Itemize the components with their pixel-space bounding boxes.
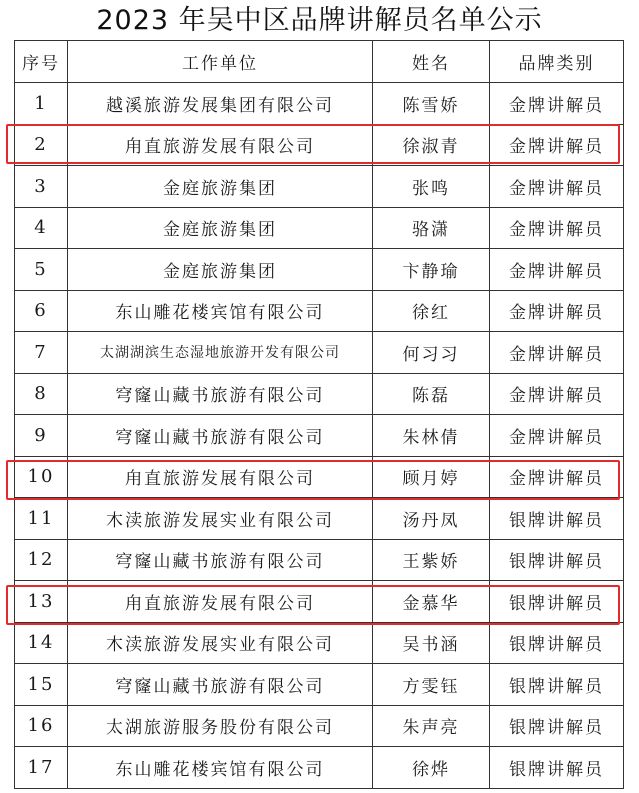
row-index: 2	[15, 124, 68, 166]
row-name: 徐红	[373, 290, 490, 332]
table-row	[15, 622, 624, 664]
row-index: 11	[15, 498, 68, 540]
table-row	[15, 498, 624, 540]
row-category: 金牌讲解员	[490, 249, 624, 291]
header-index: 序号	[15, 41, 68, 83]
table-row	[15, 290, 624, 332]
row-name: 王紫娇	[373, 539, 490, 581]
table-row	[15, 373, 624, 415]
table-row	[15, 581, 624, 623]
row-unit: 木渎旅游发展实业有限公司	[68, 622, 373, 664]
table-row	[15, 207, 624, 249]
row-index: 12	[15, 539, 68, 581]
row-unit: 穹窿山藏书旅游有限公司	[68, 373, 373, 415]
table-row	[15, 249, 624, 291]
row-category: 金牌讲解员	[490, 124, 624, 166]
row-category: 金牌讲解员	[490, 207, 624, 249]
row-index: 13	[15, 581, 68, 623]
row-index: 10	[15, 456, 68, 498]
row-unit: 木渎旅游发展实业有限公司	[68, 498, 373, 540]
row-name: 徐淑青	[373, 124, 490, 166]
row-name: 顾月婷	[373, 456, 490, 498]
table-row	[15, 456, 624, 498]
row-unit: 东山雕花楼宾馆有限公司	[68, 747, 373, 789]
row-category: 金牌讲解员	[490, 373, 624, 415]
row-name: 方雯钰	[373, 664, 490, 706]
header-row	[15, 41, 624, 83]
row-index: 9	[15, 415, 68, 457]
row-unit: 越溪旅游发展集团有限公司	[68, 83, 373, 125]
row-index: 14	[15, 622, 68, 664]
row-category: 金牌讲解员	[490, 332, 624, 374]
header-unit: 工作单位	[68, 41, 373, 83]
row-unit: 金庭旅游集团	[68, 249, 373, 291]
row-category: 银牌讲解员	[490, 581, 624, 623]
row-category: 银牌讲解员	[490, 747, 624, 789]
row-category: 金牌讲解员	[490, 456, 624, 498]
row-name: 卞静瑜	[373, 249, 490, 291]
table-row	[15, 415, 624, 457]
row-category: 金牌讲解员	[490, 83, 624, 125]
row-category: 银牌讲解员	[490, 664, 624, 706]
row-name: 张鸣	[373, 166, 490, 208]
row-unit: 穹窿山藏书旅游有限公司	[68, 415, 373, 457]
row-unit: 太湖湖滨生态湿地旅游开发有限公司	[68, 332, 373, 374]
row-index: 4	[15, 207, 68, 249]
row-category: 银牌讲解员	[490, 705, 624, 747]
row-name: 陈雪娇	[373, 83, 490, 125]
roster-table	[14, 40, 624, 789]
row-category: 银牌讲解员	[490, 539, 624, 581]
row-index: 3	[15, 166, 68, 208]
row-name: 朱林倩	[373, 415, 490, 457]
row-name: 金慕华	[373, 581, 490, 623]
row-unit: 金庭旅游集团	[68, 207, 373, 249]
header-name: 姓名	[373, 41, 490, 83]
row-unit: 金庭旅游集团	[68, 166, 373, 208]
row-unit: 太湖旅游服务股份有限公司	[68, 705, 373, 747]
row-index: 15	[15, 664, 68, 706]
row-index: 8	[15, 373, 68, 415]
table-row	[15, 124, 624, 166]
row-unit: 甪直旅游发展有限公司	[68, 124, 373, 166]
table-row	[15, 705, 624, 747]
row-index: 17	[15, 747, 68, 789]
row-category: 金牌讲解员	[490, 415, 624, 457]
row-name: 陈磊	[373, 373, 490, 415]
row-category: 金牌讲解员	[490, 290, 624, 332]
table-row	[15, 539, 624, 581]
row-unit: 东山雕花楼宾馆有限公司	[68, 290, 373, 332]
row-unit: 穹窿山藏书旅游有限公司	[68, 664, 373, 706]
row-unit: 甪直旅游发展有限公司	[68, 581, 373, 623]
table-row	[15, 747, 624, 789]
row-index: 1	[15, 83, 68, 125]
table-row	[15, 332, 624, 374]
table-row	[15, 83, 624, 125]
row-index: 5	[15, 249, 68, 291]
row-index: 16	[15, 705, 68, 747]
row-unit: 穹窿山藏书旅游有限公司	[68, 539, 373, 581]
table-row	[15, 664, 624, 706]
row-category: 金牌讲解员	[490, 166, 624, 208]
row-name: 徐烨	[373, 747, 490, 789]
row-name: 骆潇	[373, 207, 490, 249]
row-unit: 甪直旅游发展有限公司	[68, 456, 373, 498]
row-index: 7	[15, 332, 68, 374]
row-index: 6	[15, 290, 68, 332]
row-name: 吴书涵	[373, 622, 490, 664]
row-category: 银牌讲解员	[490, 622, 624, 664]
row-category: 银牌讲解员	[490, 498, 624, 540]
row-name: 朱声亮	[373, 705, 490, 747]
row-name: 何习习	[373, 332, 490, 374]
table-row	[15, 166, 624, 208]
row-name: 汤丹凤	[373, 498, 490, 540]
page-title: 2023 年吴中区品牌讲解员名单公示	[96, 5, 543, 36]
header-category: 品牌类别	[490, 41, 624, 83]
